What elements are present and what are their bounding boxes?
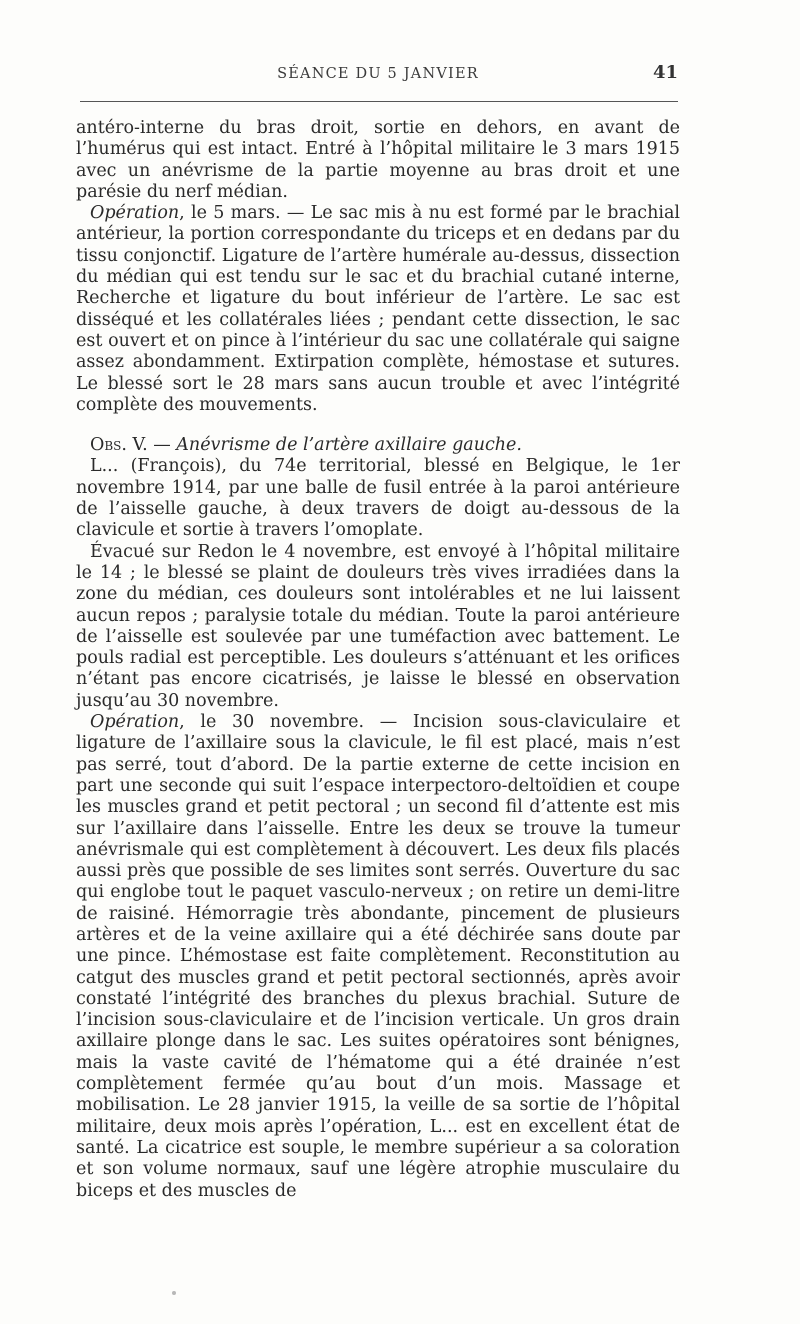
observation-title: Anévrisme de l’artère axillaire gauche.: [176, 435, 522, 456]
paragraph-operation-2: [76, 712, 680, 1202]
body-text: [76, 118, 680, 1202]
running-head: [76, 62, 680, 90]
paragraph-operation-1: [76, 203, 680, 416]
observation-heading: [76, 435, 680, 456]
operation-label: Opération: [90, 712, 180, 733]
observation-label: Obs. V.: [90, 435, 148, 456]
operation-label: Opération: [90, 203, 180, 224]
paper-speck: [172, 1291, 176, 1295]
paragraph-continuation: antéro-interne du bras droit, sortie en dehors, en avant de l’humérus qui est intact. Entré à l’hôpital militaire le 3 mars 1915 avec un anévrisme de la partie moyenne au bras droit et une parésie du nerf médian.: [76, 118, 680, 202]
running-title: SÉANCE DU 5 JANVIER: [277, 66, 479, 82]
paragraph-patient: L... (François), du 74e territorial, blessé en Belgique, le 1er novembre 1914, par une balle de fusil entrée à la paroi antérieure de l’aisselle gauche, à deux travers de doigt au-dessous de la clavicule et sortie à travers l’omoplate.: [76, 456, 680, 541]
observation-dash: —: [147, 435, 177, 456]
header-rule: [80, 101, 678, 102]
paragraph-evacuation: Évacué sur Redon le 4 novembre, est envoyé à l’hôpital militaire le 14 ; le blessé se plaint de douleurs très vives irradiées dans la zone du médian, ces douleurs sont intolérables et ne lui laissent aucun repos ; paralysie totale du médian. Toute la paroi antérieure de l’aisselle est soulevée par une tuméfaction avec battement. Le pouls radial est perceptible. Les douleurs s’atténuant et les orifices n’étant pas encore cicatrisés, je laisse le blessé en observation jusqu’au 30 novembre.: [76, 541, 680, 711]
operation-1-text: , le 5 mars. — Le sac mis à nu est formé par le brachial antérieur, la portion correspondante du triceps et en dedans par du tissu conjonctif. Ligature de l’artère humérale au-dessus, dissection du médian qui est tendu sur le sac et du brachial cutané interne, Recherche et ligature du bout inférieur de l’artère. Le sac est disséqué et les collatérales liées ; pendant cette dissection, le sac est ouvert et on pince à l’intérieur du sac une collatérale qui saigne assez abondamment. Extirpation complète, hémostase et sutures. Le blessé sort le 28 mars sans aucun trouble et avec l’intégrité complète des mouvements.: [76, 203, 680, 415]
page-number: 41: [652, 62, 678, 83]
operation-2-text: , le 30 novembre. — Incision sous-claviculaire et ligature de l’axillaire sous la clavicule, le fil est placé, mais n’est pas serré, tout d’abord. De la partie externe de cette incision en part une seconde qui suit l’espace interpectoro-deltoïdien et coupe les muscles grand et petit pectoral ; un second fil d’attente est mis sur l’axillaire dans l’aisselle. Entre les deux se trouve la tumeur anévrismale qui est complètement à découvert. Les deux fils placés aussi près que possible de ses limites sont serrés. Ouverture du sac qui englobe tout le paquet vasculo-nerveux ; on retire un demi-litre de raisiné. Hémorragie très abondante, pincement de plusieurs artères et de la veine axillaire qui a été déchirée sans doute par une pince. L’hémostase est faite complètement. Reconstitution au catgut des muscles grand et petit pectoral sectionnés, après avoir constaté l’intégrité des branches du plexus brachial. Suture de l’incision sous-claviculaire et de l’incision verticale. Un gros drain axillaire plonge dans le sac. Les suites opératoires sont bénignes, mais la vaste cavité de l’hématome qui a été drainée n’est complètement fermée qu’au bout d’un mois. Massage et mobilisation. Le 28 janvier 1915, la veille de sa sortie de l’hôpital militaire, deux mois après l’opération, L... est en excellent état de santé. La cicatrice est souple, le membre supérieur a sa coloration et son volume normaux, sauf une légère atrophie musculaire du biceps et des muscles de: [76, 712, 680, 1201]
